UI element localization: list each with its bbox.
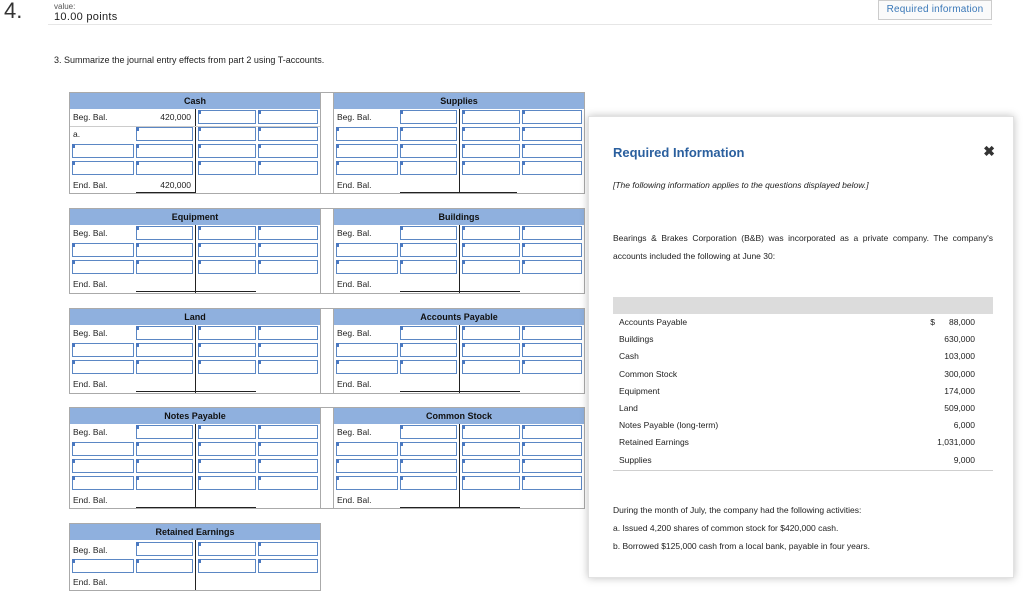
table-row bbox=[613, 331, 993, 348]
end-balance-rule bbox=[400, 291, 520, 292]
t-divider bbox=[459, 325, 460, 393]
cash-credit-amount-input[interactable] bbox=[258, 161, 318, 175]
activity-a: a. Issued 4,200 shares of common stock for $420,000 cash. bbox=[613, 523, 839, 533]
end-bal-label: End. Bal. bbox=[73, 180, 108, 190]
retained-earnings-debit-amount-input[interactable] bbox=[136, 542, 193, 556]
table-row bbox=[613, 314, 993, 331]
common-stock-credit-input[interactable] bbox=[462, 442, 520, 456]
table-row bbox=[613, 417, 993, 434]
land-debit-amount-input[interactable] bbox=[136, 360, 193, 374]
common-stock-credit-input[interactable] bbox=[462, 425, 520, 439]
supplies-credit-input[interactable] bbox=[462, 161, 520, 175]
cash-credit-input[interactable] bbox=[198, 110, 256, 124]
t-account-cash bbox=[69, 92, 321, 194]
common-stock-debit-amount-input[interactable] bbox=[400, 425, 457, 439]
table-row bbox=[613, 400, 993, 417]
t-account-buildings bbox=[333, 208, 585, 294]
accounts-payable-credit-input[interactable] bbox=[462, 360, 520, 374]
equipment-credit-amount-input[interactable] bbox=[258, 260, 318, 274]
common-stock-credit-amount-input[interactable] bbox=[522, 476, 582, 490]
account-name: Land bbox=[619, 402, 638, 413]
notes-payable-debit-amount-input[interactable] bbox=[136, 442, 193, 456]
table-row bbox=[613, 452, 993, 469]
row-a-label: a. bbox=[73, 129, 81, 139]
supplies-debit-input[interactable] bbox=[336, 127, 398, 141]
panel-intro: Bearings & Brakes Corporation (B&B) was incorporated as a private company. The company's accounts included the following at June 30: bbox=[613, 233, 993, 261]
supplies-debit-amount-input[interactable] bbox=[400, 161, 457, 175]
account-name: Notes Payable (long-term) bbox=[619, 420, 719, 431]
account-value: 9,000 bbox=[953, 454, 975, 465]
notes-payable-debit-input[interactable] bbox=[72, 459, 134, 473]
cash-credit-input[interactable] bbox=[198, 144, 256, 158]
panel-title: Required Information bbox=[613, 145, 745, 160]
land-credit-input[interactable] bbox=[198, 343, 256, 357]
end-bal-label: End. Bal. bbox=[337, 495, 372, 505]
t-account-equipment bbox=[69, 208, 321, 294]
activity-b: b. Borrowed $125,000 cash from a local bank, payable in four years. bbox=[613, 541, 871, 551]
common-stock-credit-amount-input[interactable] bbox=[522, 459, 582, 473]
accounts-payable-credit-amount-input[interactable] bbox=[522, 360, 582, 374]
cash-credit-amount-input[interactable] bbox=[258, 127, 318, 141]
equipment-credit-input[interactable] bbox=[198, 243, 256, 257]
end-bal-label: End. Bal. bbox=[337, 180, 372, 190]
table-row bbox=[613, 383, 993, 400]
t-account-title: Cash bbox=[70, 93, 320, 109]
notes-payable-beg-input[interactable] bbox=[258, 425, 318, 439]
t-account-title: Accounts Payable bbox=[334, 309, 584, 325]
t-account-land bbox=[69, 308, 321, 394]
supplies-credit-amount-input[interactable] bbox=[522, 110, 582, 124]
beg-bal-label: Beg. Bal. bbox=[73, 328, 108, 338]
land-debit-amount-input[interactable] bbox=[136, 343, 193, 357]
beg-bal-label: Beg. Bal. bbox=[73, 228, 108, 238]
buildings-credit-input[interactable] bbox=[462, 243, 520, 257]
table-bottom-rule bbox=[613, 470, 993, 471]
equipment-debit-input[interactable] bbox=[72, 260, 134, 274]
supplies-credit-input[interactable] bbox=[462, 127, 520, 141]
end-balance-rule bbox=[400, 192, 517, 193]
common-stock-debit-input[interactable] bbox=[336, 476, 398, 490]
equipment-credit-amount-input[interactable] bbox=[258, 226, 318, 240]
notes-payable-credit-amount-input[interactable] bbox=[258, 476, 318, 490]
t-divider bbox=[459, 424, 460, 508]
beg-bal-label: Beg. Bal. bbox=[337, 112, 372, 122]
t-account-notes-payable bbox=[69, 407, 321, 509]
retained-earnings-credit-input[interactable] bbox=[198, 559, 256, 573]
cash-debit-input[interactable] bbox=[72, 144, 134, 158]
account-value: 509,000 bbox=[944, 402, 975, 413]
question-number: 4. bbox=[4, 0, 23, 23]
t-account-title: Common Stock bbox=[334, 408, 584, 424]
account-name: Accounts Payable bbox=[619, 317, 688, 327]
common-stock-debit-input[interactable] bbox=[336, 442, 398, 456]
end-balance-rule bbox=[400, 391, 520, 392]
retained-earnings-debit-amount-input[interactable] bbox=[136, 559, 193, 573]
currency-symbol: $ bbox=[930, 317, 935, 327]
buildings-credit-input[interactable] bbox=[462, 226, 520, 240]
cash-debit-amount-input[interactable] bbox=[136, 127, 193, 141]
cash-credit-amount-input[interactable] bbox=[258, 110, 318, 124]
accounts-payable-credit-input[interactable] bbox=[462, 326, 520, 340]
end-bal-label: End. Bal. bbox=[73, 379, 108, 389]
t-account-title: Supplies bbox=[334, 93, 584, 109]
notes-payable-debit-amount-input[interactable] bbox=[136, 459, 193, 473]
supplies-credit-amount-input[interactable] bbox=[522, 127, 582, 141]
cash-beg-amount: 420,000 bbox=[160, 112, 191, 122]
t-divider bbox=[195, 424, 196, 508]
cash-debit-input[interactable] bbox=[72, 161, 134, 175]
t-account-accounts-payable bbox=[333, 308, 585, 394]
end-balance-rule bbox=[400, 507, 520, 508]
cash-credit-input[interactable] bbox=[198, 127, 256, 141]
land-credit-amount-input[interactable] bbox=[258, 343, 318, 357]
common-stock-credit-input[interactable] bbox=[462, 476, 520, 490]
balances-table bbox=[613, 297, 993, 471]
account-name: Cash bbox=[619, 351, 639, 362]
land-credit-input[interactable] bbox=[198, 360, 256, 374]
supplies-debit-amount-input[interactable] bbox=[400, 127, 457, 141]
supplies-credit-amount-input[interactable] bbox=[522, 144, 582, 158]
beg-bal-label: Beg. Bal. bbox=[73, 545, 108, 555]
cash-credit-input[interactable] bbox=[198, 161, 256, 175]
account-value: 103,000 bbox=[944, 351, 975, 362]
t-divider bbox=[195, 325, 196, 393]
table-row bbox=[613, 434, 993, 451]
account-name: Common Stock bbox=[619, 368, 678, 379]
common-stock-debit-amount-input[interactable] bbox=[400, 476, 457, 490]
notes-payable-credit-amount-input[interactable] bbox=[258, 442, 318, 456]
retained-earnings-credit-input[interactable] bbox=[198, 542, 256, 556]
equipment-debit-amount-input[interactable] bbox=[136, 260, 193, 274]
account-value: 1,031,000 bbox=[937, 437, 975, 448]
cash-credit-amount-input[interactable] bbox=[258, 144, 318, 158]
buildings-debit-input[interactable] bbox=[336, 243, 398, 257]
notes-payable-credit-input[interactable] bbox=[198, 425, 256, 439]
common-stock-credit-input[interactable] bbox=[462, 459, 520, 473]
accounts-payable-debit-input[interactable] bbox=[336, 360, 398, 374]
buildings-credit-amount-input[interactable] bbox=[522, 260, 582, 274]
account-value: 88,000 bbox=[949, 317, 975, 327]
land-credit-amount-input[interactable] bbox=[258, 360, 318, 374]
end-bal-label: End. Bal. bbox=[337, 379, 372, 389]
header-divider bbox=[48, 24, 992, 25]
buildings-debit-input[interactable] bbox=[336, 260, 398, 274]
t-account-title: Buildings bbox=[334, 209, 584, 225]
end-balance-rule bbox=[136, 507, 256, 508]
beg-bal-label: Beg. Bal. bbox=[337, 427, 372, 437]
t-account-supplies bbox=[333, 92, 585, 194]
retained-earnings-debit-input[interactable] bbox=[72, 559, 134, 573]
equipment-debit-amount-input[interactable] bbox=[136, 243, 193, 257]
beg-bal-label: Beg. Bal. bbox=[73, 427, 108, 437]
notes-payable-credit-input[interactable] bbox=[198, 442, 256, 456]
land-beg-input[interactable] bbox=[136, 326, 193, 340]
supplies-debit-input[interactable] bbox=[336, 144, 398, 158]
accounts-payable-debit-input[interactable] bbox=[336, 343, 398, 357]
land-debit-input[interactable] bbox=[72, 360, 134, 374]
activities bbox=[613, 501, 993, 555]
supplies-credit-amount-input[interactable] bbox=[522, 161, 582, 175]
common-stock-beg-input[interactable] bbox=[522, 425, 582, 439]
t-divider bbox=[195, 225, 196, 293]
equipment-debit-input[interactable] bbox=[72, 243, 134, 257]
accounts-payable-debit-amount-input[interactable] bbox=[400, 326, 457, 340]
common-stock-debit-amount-input[interactable] bbox=[400, 442, 457, 456]
common-stock-debit-amount-input[interactable] bbox=[400, 459, 457, 473]
cash-debit-amount-input[interactable] bbox=[136, 161, 193, 175]
close-icon[interactable]: ✖ bbox=[983, 143, 995, 159]
notes-payable-debit-input[interactable] bbox=[72, 442, 134, 456]
retained-earnings-credit-amount-input[interactable] bbox=[258, 559, 318, 573]
beg-bal-label: Beg. Bal. bbox=[337, 328, 372, 338]
t-account-title: Land bbox=[70, 309, 320, 325]
buildings-beg-input[interactable] bbox=[400, 226, 457, 240]
equipment-credit-input[interactable] bbox=[198, 260, 256, 274]
panel-note: [The following information applies to the questions displayed below.] bbox=[613, 180, 869, 190]
t-divider bbox=[195, 109, 196, 193]
account-value: 300,000 bbox=[944, 368, 975, 379]
land-credit-amount-input[interactable] bbox=[258, 326, 318, 340]
end-balance-rule bbox=[136, 391, 256, 392]
equipment-credit-amount-input[interactable] bbox=[258, 243, 318, 257]
end-balance-rule bbox=[136, 192, 195, 193]
buildings-credit-amount-input[interactable] bbox=[522, 243, 582, 257]
t-account-title: Retained Earnings bbox=[70, 524, 320, 540]
notes-payable-credit-input[interactable] bbox=[198, 459, 256, 473]
required-information-button[interactable]: Required information bbox=[878, 0, 992, 20]
notes-payable-credit-amount-input[interactable] bbox=[258, 459, 318, 473]
account-name: Supplies bbox=[619, 454, 652, 465]
end-balance-rule bbox=[136, 291, 256, 292]
accounts-payable-beg-input[interactable] bbox=[522, 326, 582, 340]
account-value: 174,000 bbox=[944, 385, 975, 396]
cash-end-amount: 420,000 bbox=[160, 180, 191, 190]
account-name: Retained Earnings bbox=[619, 437, 689, 448]
notes-payable-debit-input[interactable] bbox=[72, 476, 134, 490]
end-bal-label: End. Bal. bbox=[73, 279, 108, 289]
table-row bbox=[613, 348, 993, 365]
equipment-credit-input[interactable] bbox=[198, 226, 256, 240]
table-header bbox=[613, 297, 993, 314]
buildings-debit-amount-input[interactable] bbox=[400, 243, 457, 257]
table-row bbox=[613, 366, 993, 383]
t-divider bbox=[459, 225, 460, 293]
retained-earnings-beg-input[interactable] bbox=[258, 542, 318, 556]
activities-intro: During the month of July, the company had the following activities: bbox=[613, 505, 862, 515]
account-value: 630,000 bbox=[944, 334, 975, 345]
common-stock-debit-input[interactable] bbox=[336, 459, 398, 473]
beg-bal-label: Beg. Bal. bbox=[337, 228, 372, 238]
points-value: 10.00 points bbox=[54, 11, 118, 23]
t-account-title: Notes Payable bbox=[70, 408, 320, 424]
value-label: value: bbox=[54, 2, 76, 11]
buildings-debit-amount-input[interactable] bbox=[400, 260, 457, 274]
t-divider bbox=[195, 540, 196, 590]
t-account-title: Equipment bbox=[70, 209, 320, 225]
notes-payable-credit-input[interactable] bbox=[198, 476, 256, 490]
notes-payable-debit-amount-input[interactable] bbox=[136, 476, 193, 490]
supplies-beg-input[interactable] bbox=[400, 110, 457, 124]
buildings-credit-amount-input[interactable] bbox=[522, 226, 582, 240]
notes-payable-debit-amount-input[interactable] bbox=[136, 425, 193, 439]
t-account-common-stock bbox=[333, 407, 585, 509]
supplies-debit-amount-input[interactable] bbox=[400, 144, 457, 158]
question-prompt: 3. Summarize the journal entry effects from part 2 using T-accounts. bbox=[54, 55, 325, 65]
accounts-payable-debit-amount-input[interactable] bbox=[400, 360, 457, 374]
beg-bal-label: Beg. Bal. bbox=[73, 112, 108, 122]
supplies-credit-input[interactable] bbox=[462, 110, 520, 124]
t-account-retained-earnings bbox=[69, 523, 321, 591]
end-bal-label: End. Bal. bbox=[337, 279, 372, 289]
account-value: 6,000 bbox=[953, 420, 975, 431]
supplies-debit-input[interactable] bbox=[336, 161, 398, 175]
t-divider bbox=[459, 109, 460, 193]
land-credit-input[interactable] bbox=[198, 326, 256, 340]
cash-debit-amount-input[interactable] bbox=[136, 144, 193, 158]
required-information-panel bbox=[588, 116, 1014, 578]
account-name: Buildings bbox=[619, 334, 654, 345]
common-stock-credit-amount-input[interactable] bbox=[522, 442, 582, 456]
end-bal-label: End. Bal. bbox=[73, 495, 108, 505]
equipment-beg-input[interactable] bbox=[136, 226, 193, 240]
accounts-payable-debit-amount-input[interactable] bbox=[400, 343, 457, 357]
land-debit-input[interactable] bbox=[72, 343, 134, 357]
buildings-credit-input[interactable] bbox=[462, 260, 520, 274]
supplies-credit-input[interactable] bbox=[462, 144, 520, 158]
end-bal-label: End. Bal. bbox=[73, 577, 108, 587]
accounts-payable-credit-input[interactable] bbox=[462, 343, 520, 357]
accounts-payable-credit-amount-input[interactable] bbox=[522, 343, 582, 357]
account-name: Equipment bbox=[619, 385, 660, 396]
